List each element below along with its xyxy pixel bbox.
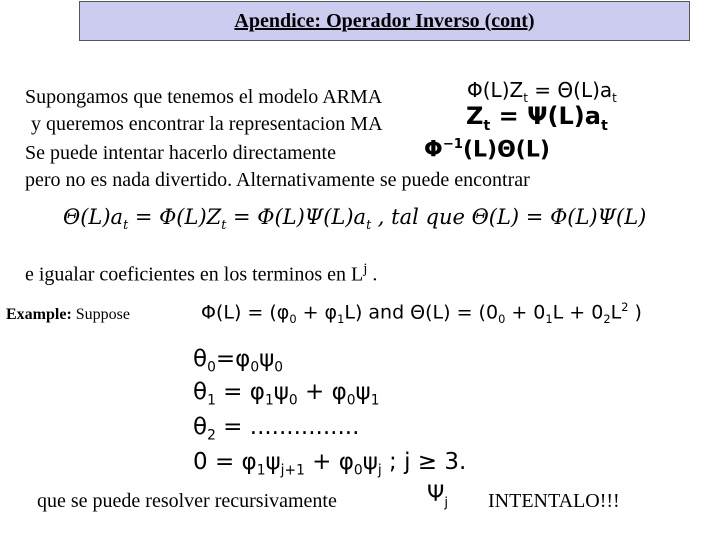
equation-inverse: $\Phi^{-1}(L)\Theta(L)$ [424,137,550,163]
recursion-row-1: $\theta_1 = \varphi_1\psi_0 + \varphi_0\psi_1$ [193,379,380,409]
text-line-5: e igualar coeficientes en los terminos en $L^j$ . [25,261,378,286]
text-intentalo: INTENTALO!!! [488,490,620,512]
page-title: Apendice: Operador Inverso (cont) [234,9,535,32]
example-label: Example: Suppose [6,306,131,323]
equation-psi-j: $\Psi_j$ [427,482,448,511]
equation-arma: $\Phi(L)Z_t = \Theta(L)a_t$ [467,78,617,105]
text-line-1: Supongamos que tenemos el modelo ARMA [25,86,383,108]
text-line-2: y queremos encontrar la representacion MA [31,113,383,135]
equation-suppose: $\Phi(L) = (\varphi_0 + \varphi_1L)$ and $\Theta(L) = (0_0 + 0_1L + 0_2L^2$ ) [201,300,642,327]
recursion-row-general: $0 = \varphi_1\psi_{j+1} + \varphi_0\psi_j$ ; j ≥ 3. [193,449,467,479]
text-line-3: Se puede intentar hacerlo directamente [25,142,336,164]
text-line-4: pero no es nada divertido. Alternativamente se puede encontrar [25,169,530,191]
equation-ma: $Z_t = \Psi(L)a_t$ [466,102,608,134]
text-recursive: que se puede resolver recursivamente [37,490,337,512]
recursion-row-2: $\theta_2$ = ............... [193,414,360,444]
equation-identity: $\Theta(L)a_t = \Phi(L)Z_t = \Phi(L)\Psi(L)a_t$ , tal que Θ(L) = Φ(L)Ψ(L) [63,205,647,233]
recursion-row-0: $\theta_0=\varphi_0\psi_0$ [193,346,284,376]
title-banner [79,1,690,41]
